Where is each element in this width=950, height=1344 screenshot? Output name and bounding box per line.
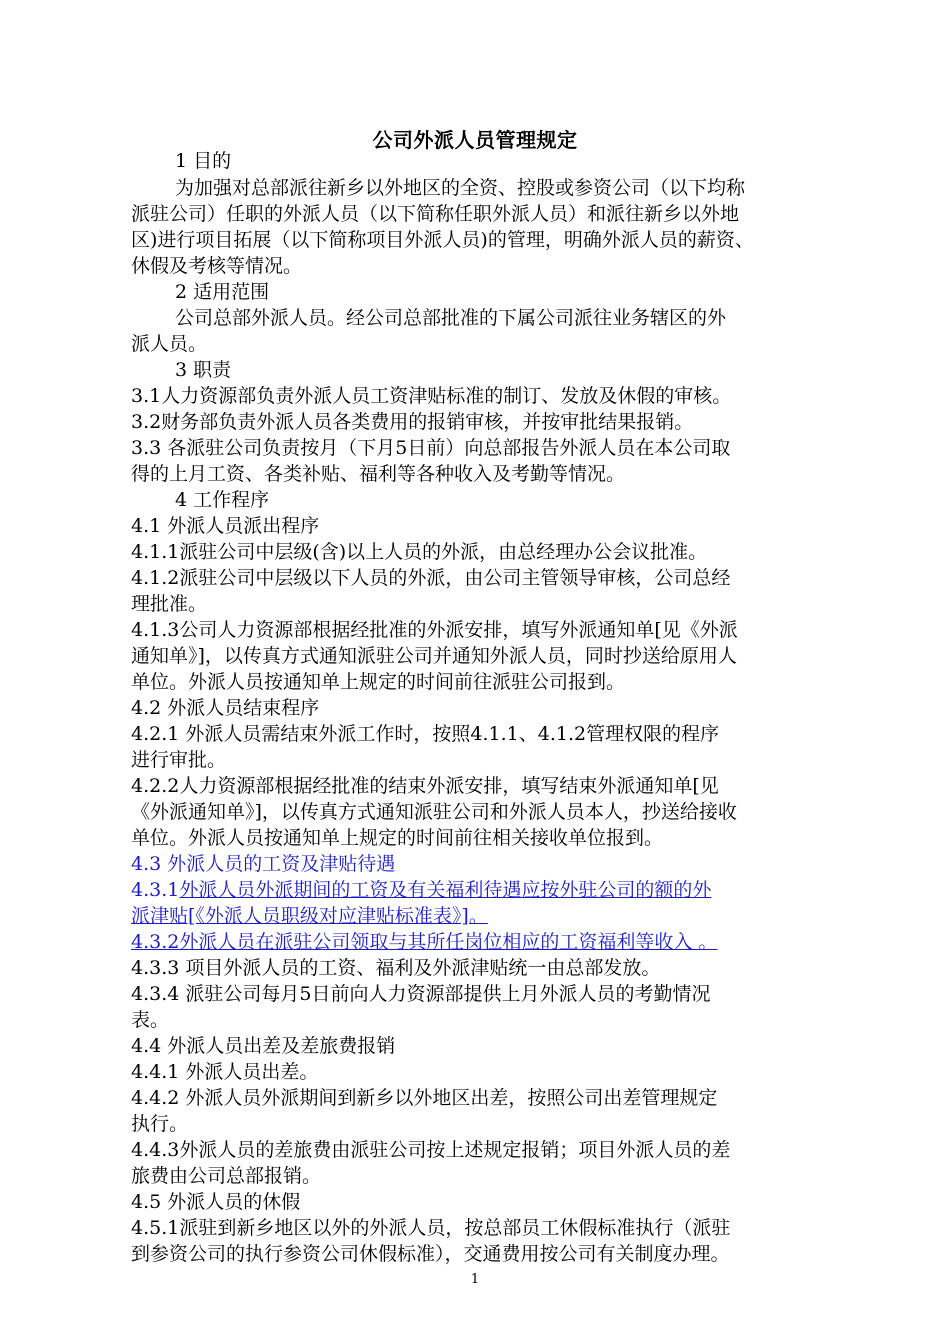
paragraph-line: 3.1人力资源部负责外派人员工资津贴标准的制订、发放及休假的审核。 xyxy=(131,385,732,407)
paragraph-line: 派人员。 xyxy=(131,333,208,355)
link-line-4-3-1[interactable] xyxy=(131,877,711,903)
paragraph-line: 4.2.2人力资源部根据经批准的结束外派安排，填写结束外派通知单[见 xyxy=(131,775,719,797)
heading-procedure: 4 工作程序 xyxy=(175,489,270,511)
heading-purpose: 1 目的 xyxy=(175,150,232,172)
section-heading: 4.2 外派人员结束程序 xyxy=(131,697,320,719)
paragraph-line: 4.1.3公司人力资源部根据经批准的外派安排，填写外派通知单[见《外派 xyxy=(131,619,738,641)
paragraph-line: 单位。外派人员按通知单上规定的时间前往派驻公司报到。 xyxy=(131,671,626,693)
link-number: 4.3.1 xyxy=(131,879,180,901)
link-line-4-3-2[interactable]: 4.3.2外派人员在派驻公司领取与其所任岗位相应的工资福利等收入 。 xyxy=(131,931,718,953)
paragraph-line: 4.5.1派驻到新乡地区以外的外派人员，按总部员工休假标准执行（派驻 xyxy=(131,1217,731,1239)
heading-duties: 3 职责 xyxy=(175,359,232,381)
paragraph-line: 4.4.1 外派人员出差。 xyxy=(131,1061,319,1083)
link-text[interactable]: 外派人员外派期间的工资及有关福利待遇应按外驻公司的额的外 xyxy=(179,879,712,901)
paragraph-line: 单位。外派人员按通知单上规定的时间前往相关接收单位报到。 xyxy=(131,827,664,849)
section-heading: 4.4 外派人员出差及差旅费报销 xyxy=(131,1035,396,1057)
paragraph-line: 4.1.1派驻公司中层级(含)以上人员的外派，由总经理办公会议批准。 xyxy=(131,541,708,563)
paragraph-line: 休假及考核等情况。 xyxy=(131,255,303,277)
page-number: 1 xyxy=(470,1272,480,1287)
paragraph-line: 4.3.3 项目外派人员的工资、福利及外派津贴统一由总部发放。 xyxy=(131,957,661,979)
paragraph-line: 区)进行项目拓展（以下简称项目外派人员)的管理，明确外派人员的薪资、 xyxy=(131,229,754,251)
paragraph-line: 4.1.2派驻公司中层级以下人员的外派，由公司主管领导审核，公司总经 xyxy=(131,567,731,589)
paragraph-line: 3.3 各派驻公司负责按月（下月5日前）向总部报告外派人员在本公司取 xyxy=(131,437,731,459)
paragraph-line: 通知单》]，以传真方式通知派驻公司并通知外派人员，同时抄送给原用人 xyxy=(131,645,737,667)
link-line[interactable]: 派津贴[《外派人员职级对应津贴标准表》]。 xyxy=(131,905,488,927)
paragraph-line: 4.2.1 外派人员需结束外派工作时，按照4.1.1、4.1.2管理权限的程序 xyxy=(131,723,720,745)
paragraph-line: 得的上月工资、各类补贴、福利等各种收入及考勤等情况。 xyxy=(131,463,626,485)
paragraph-line: 表。 xyxy=(131,1009,170,1031)
section-heading: 4.5 外派人员的休假 xyxy=(131,1191,301,1213)
paragraph-line: 为加强对总部派往新乡以外地区的全资、控股或参资公司（以下均称 xyxy=(175,177,746,199)
paragraph-line: 派驻公司）任职的外派人员（以下简称任职外派人员）和派往新乡以外地 xyxy=(131,203,740,225)
document-title: 公司外派人员管理规定 xyxy=(372,128,578,152)
paragraph-line: 进行审批。 xyxy=(131,749,227,771)
heading-scope: 2 适用范围 xyxy=(175,281,270,303)
paragraph-line: 《外派通知单》]，以传真方式通知派驻公司和外派人员本人，抄送给接收 xyxy=(131,801,737,823)
paragraph-line: 公司总部外派人员。经公司总部批准的下属公司派往业务辖区的外 xyxy=(175,307,727,329)
paragraph-line: 到参资公司的执行参资公司休假标准），交通费用按公司有关制度办理。 xyxy=(131,1243,730,1265)
paragraph-line: 3.2财务部负责外派人员各类费用的报销审核，并按审批结果报销。 xyxy=(131,411,694,433)
paragraph-line: 4.3.4 派驻公司每月5日前向人力资源部提供上月外派人员的考勤情况 xyxy=(131,983,711,1005)
paragraph-line: 4.4.2 外派人员外派期间到新乡以外地区出差，按照公司出差管理规定 xyxy=(131,1087,718,1109)
paragraph-line: 执行。 xyxy=(131,1113,189,1135)
section-heading: 4.1 外派人员派出程序 xyxy=(131,515,320,537)
paragraph-line: 4.4.3外派人员的差旅费由派驻公司按上述规定报销；项目外派人员的差 xyxy=(131,1139,731,1161)
section-heading-link[interactable]: 4.3 外派人员的工资及津贴待遇 xyxy=(131,853,396,875)
paragraph-line: 旅费由公司总部报销。 xyxy=(131,1165,322,1187)
paragraph-line: 理批准。 xyxy=(131,593,208,615)
